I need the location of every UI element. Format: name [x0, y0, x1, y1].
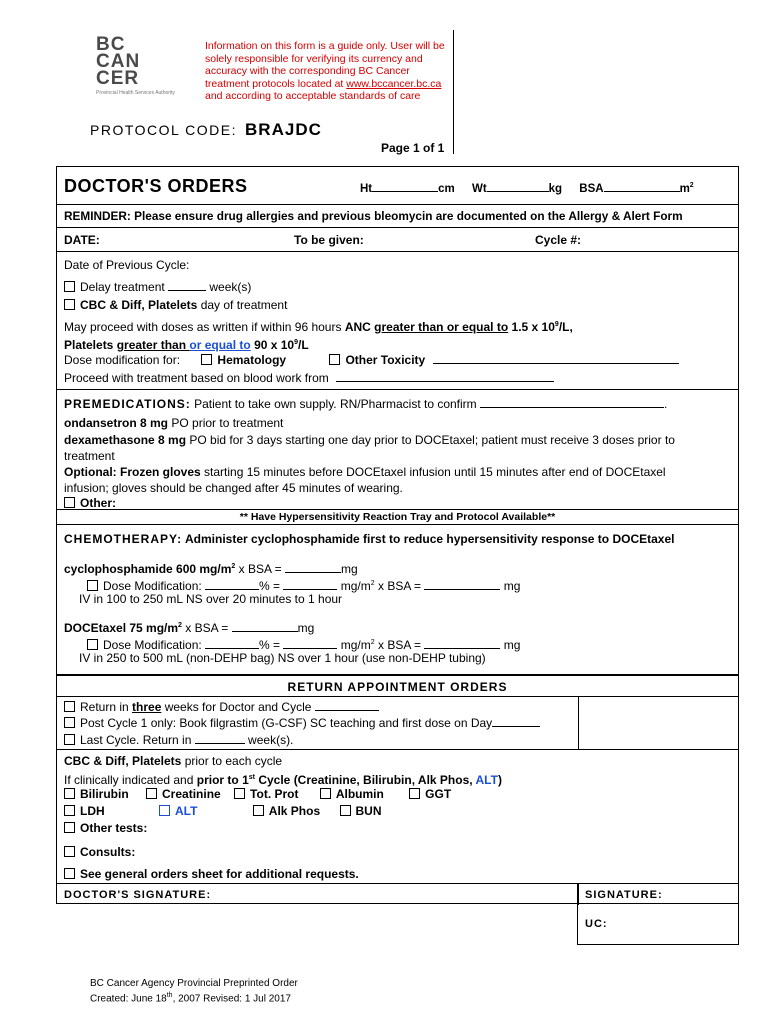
wt-label: Wt [471, 182, 487, 195]
m2-label: m [679, 182, 690, 195]
ldh-checkbox[interactable] [64, 805, 75, 816]
albumin-checkbox[interactable] [320, 788, 331, 799]
proceed-line [64, 317, 573, 335]
gloves-line-2: infusion; gloves should be changed after 45 minutes of wearing. [64, 481, 403, 495]
cbc-line [64, 298, 287, 313]
treatment-section [57, 252, 738, 390]
filgrastim-text: Post Cycle 1 only: Book filgrastim (G-CSF) SC teaching and first dose on Day [80, 716, 493, 730]
previous-cycle-label: Date of Previous Cycle: [64, 258, 190, 272]
measurements [360, 182, 694, 195]
alt-label: ALT [175, 804, 198, 818]
chemo-title-rest: Administer cyclophosphamide first to reduce hypersensitivity response to DOCEtaxel [182, 532, 675, 546]
other-tests-line [64, 821, 147, 836]
delay-weeks-field[interactable] [168, 290, 206, 291]
cyc-pct: % = [259, 579, 284, 593]
anc-gte: greater than or equal to [374, 320, 509, 334]
premed-title-line [64, 397, 667, 412]
return-line-3 [64, 733, 293, 748]
ht-label: Ht [360, 182, 373, 195]
consults-line [64, 845, 135, 860]
premed-other-label: Other: [80, 496, 116, 510]
platelets-line [64, 335, 309, 353]
tot-prot-checkbox[interactable] [234, 788, 245, 799]
premed-period: . [664, 397, 668, 411]
cyc-bsa-text: x BSA = [235, 562, 285, 576]
cyc-final-mg: mg [500, 579, 521, 593]
premedications-section [57, 390, 738, 510]
ondansetron-label: ondansetron 8 mg [64, 416, 169, 430]
chemo-title: CHEMOTHERAPY: [64, 532, 183, 546]
protocol-code-value: BRAJDC [245, 120, 322, 139]
clin-text-a: If clinically indicated and [64, 773, 197, 787]
doc-pct-field[interactable] [205, 648, 259, 649]
other-tests-label: Other tests: [80, 821, 148, 835]
creatinine-checkbox[interactable] [146, 788, 157, 799]
logo-line-1: BC [96, 34, 126, 55]
return-cycle-field[interactable] [315, 710, 379, 711]
clin-alt: ALT [475, 773, 498, 787]
logo-line-3: CER [96, 68, 140, 89]
disclaimer-link[interactable]: www.bccancer.bc.ca [346, 77, 442, 90]
premed-other-line [64, 496, 116, 511]
bsa-field[interactable] [604, 191, 680, 192]
delay-treatment-line [64, 280, 251, 295]
return-line-1 [64, 700, 379, 715]
protocol-label: PROTOCOL CODE: [90, 122, 238, 138]
bsa-label: BSA [579, 182, 604, 195]
gloves-line [64, 465, 666, 480]
cyc-xbsa: x BSA = [374, 579, 425, 593]
doc-sup: 2 [178, 622, 182, 629]
chemo-title-line [64, 532, 674, 547]
cm-label: cm [438, 182, 455, 195]
doc-mgm2-field[interactable] [283, 648, 337, 649]
clin-sup: st [248, 774, 255, 781]
lab-row-1 [64, 787, 451, 802]
m2-sup: 2 [689, 182, 694, 189]
platelets-label: Platelets [64, 338, 117, 352]
premed-title: PREMEDICATIONS: [64, 397, 191, 411]
ldh-label: LDH [80, 804, 105, 818]
doctor-signature-label: DOCTOR'S SIGNATURE: [64, 889, 212, 901]
consults-checkbox[interactable] [64, 846, 75, 857]
doc-bsa-text: x BSA = [181, 621, 232, 635]
return-three-weeks-checkbox[interactable] [64, 701, 75, 712]
doc-dose-mod-checkbox[interactable] [87, 639, 98, 650]
bun-checkbox[interactable] [340, 805, 351, 816]
doc-final-field[interactable] [424, 648, 500, 649]
delay-checkbox[interactable] [64, 281, 75, 292]
footer-revised: , 2007 Revised: 1 Jul 2017 [172, 993, 291, 1005]
cyc-mgm2-field[interactable] [283, 589, 337, 590]
cbc-each-cycle-text: prior to each cycle [181, 754, 283, 768]
see-general-line [64, 867, 359, 882]
cbc-each-cycle-label: CBC & Diff, Platelets [64, 754, 182, 768]
bloodwork-date-field[interactable] [336, 381, 554, 382]
footer-line-1: BC Cancer Agency Provincial Preprinted Order [90, 978, 298, 989]
consults-label: Consults: [80, 845, 136, 859]
return-title-row [57, 675, 738, 697]
last-cycle-text-2: week(s). [244, 733, 294, 747]
doc-iv-line: IV in 250 to 500 mL (non-DEHP bag) NS over 1 hour (use non-DEHP tubing) [79, 651, 486, 665]
bun-label: BUN [355, 804, 382, 818]
doc-mg: mg [297, 621, 315, 635]
cyc-dose-mod-checkbox[interactable] [87, 580, 98, 591]
last-cycle-checkbox[interactable] [64, 734, 75, 745]
return-text-a: Return in [80, 700, 133, 714]
cyc-sup: 2 [231, 563, 236, 570]
doc-pct: % = [259, 638, 284, 652]
clin-text-c: Cycle (Creatinine, Bilirubin, Alk Phos, [255, 773, 476, 787]
creatinine-label: Creatinine [162, 787, 221, 801]
clin-text-b: prior to 1 [196, 773, 249, 787]
doc-final-mg: mg [500, 638, 521, 652]
delay-text-2: week(s) [206, 280, 252, 294]
lab-tests-section [57, 750, 738, 884]
footer-sup: th [166, 992, 173, 999]
bc-cancer-logo [96, 36, 196, 96]
wt-field[interactable] [487, 191, 549, 192]
page-number: Page 1 of 1 [381, 141, 445, 155]
anc-unit: /L, [558, 320, 573, 334]
see-general-label: See general orders sheet for additional requests. [80, 867, 359, 881]
return-three: three [132, 700, 162, 714]
cbc-text: CBC & Diff, Platelets [80, 298, 198, 312]
docetaxel-label: DOCEtaxel 75 mg/m [64, 621, 179, 635]
return-line-2 [64, 716, 540, 731]
hematology-checkbox[interactable] [201, 354, 212, 365]
to-be-given-label: To be given: [294, 233, 364, 247]
proceed-bloodwork-label: Proceed with treatment based on blood work from [64, 371, 329, 385]
cbc-checkbox[interactable] [64, 299, 75, 310]
anc-value: 1.5 x 10 [508, 320, 555, 334]
cyc-mgm2-sup: 2 [370, 580, 375, 587]
rn-confirm-field[interactable] [480, 407, 664, 408]
footer-created: Created: June 18 [90, 993, 167, 1005]
cyc-mg: mg [341, 562, 358, 576]
delay-text: Delay treatment [80, 280, 169, 294]
cyc-dose-field[interactable] [285, 572, 341, 573]
premed-title-rest: Patient to take own supply. RN/Pharmacist to confirm [190, 397, 481, 411]
doc-dose-field[interactable] [232, 631, 298, 632]
chemotherapy-section [57, 525, 738, 675]
dexamethasone-text: PO bid for 3 days starting one day prior to DOCEtaxel; patient must receive 3 doses prior to [186, 433, 675, 447]
anc-label: ANC [344, 320, 375, 334]
form-header-row [57, 167, 738, 205]
return-text-c: weeks for Doctor and Cycle [161, 700, 315, 714]
ondansetron-line [64, 416, 283, 431]
bilirubin-label: Bilirubin [80, 787, 129, 801]
last-cycle-text: Last Cycle. Return in [80, 733, 195, 747]
platelets-sup: 9 [294, 339, 299, 346]
protocol-code [90, 120, 322, 140]
premed-other-checkbox[interactable] [64, 497, 75, 508]
filgrastim-day-field[interactable] [492, 726, 540, 727]
gloves-label: Optional: Frozen gloves [64, 465, 201, 479]
cbc-rest: day of treatment [197, 298, 288, 312]
dexamethasone-line [64, 433, 675, 448]
docetaxel-line [64, 618, 314, 636]
cyclophosphamide-label: cyclophosphamide 600 mg/m [64, 562, 232, 576]
disclaimer-text-2: and according to acceptable standards of care [205, 90, 421, 102]
proceed-text: May proceed with doses as written if within 96 hours [64, 320, 345, 334]
cbc-each-cycle-line [64, 754, 282, 769]
footer [90, 978, 298, 1005]
filgrastim-checkbox[interactable] [64, 717, 75, 728]
reminder-row [57, 205, 738, 228]
albumin-label: Albumin [335, 787, 384, 801]
alk-phos-label: Alk Phos [268, 804, 321, 818]
doc-mgm2-sup: 2 [370, 639, 375, 646]
platelets-or-eq: or equal to [189, 338, 251, 352]
doctors-orders-form [56, 166, 739, 904]
reminder-text: REMINDER: Please ensure drug allergies and previous bleomycin are documented on the Allergy & Alert Form [64, 209, 683, 223]
ht-field[interactable] [372, 191, 438, 192]
form-title: DOCTOR'S ORDERS [64, 176, 248, 196]
return-orders-section [57, 697, 738, 750]
other-tests-checkbox[interactable] [64, 822, 75, 833]
ggt-checkbox[interactable] [409, 788, 420, 799]
alk-phos-checkbox[interactable] [253, 805, 264, 816]
kg-label: kg [548, 182, 563, 195]
doc-dose-mod-label: Dose Modification: [103, 638, 206, 652]
cyc-dose-mod-label: Dose Modification: [103, 579, 206, 593]
platelets-gt: greater than [116, 338, 190, 352]
cyc-pct-field[interactable] [205, 589, 259, 590]
tot-prot-label: Tot. Prot [250, 787, 299, 801]
ggt-label: GGT [425, 787, 452, 801]
hsr-notice: ** Have Hypersensitivity Reaction Tray and Protocol Available** [239, 511, 556, 523]
ondansetron-text: PO prior to treatment [168, 416, 284, 430]
alt-checkbox[interactable] [159, 805, 170, 816]
header-divider [453, 30, 454, 154]
gloves-text: starting 15 minutes before DOCEtaxel infusion until 15 minutes after end of DOCEtaxel [200, 465, 666, 479]
cyc-final-field[interactable] [424, 589, 500, 590]
clinically-indicated-line [64, 770, 502, 788]
anc-sup: 9 [554, 321, 559, 328]
dexamethasone-label: dexamethasone 8 mg [64, 433, 187, 447]
clin-text-d: ) [497, 773, 502, 787]
cyc-iv-line: IV in 100 to 250 mL NS over 20 minutes to 1 hour [79, 592, 343, 606]
doc-mgm2: mg/m [337, 638, 371, 652]
disclaimer-text: Information on this form is a guide only. User will be solely responsible for verifying its currency and accuracy with the corresponding BC Cancer treatment protocols located at [205, 40, 445, 90]
date-row [57, 228, 738, 252]
other-toxicity-field[interactable] [433, 363, 679, 364]
cycle-label: Cycle #: [535, 233, 582, 247]
platelets-unit: /L [298, 338, 309, 352]
uc-label: UC: [585, 918, 608, 930]
footer-line-2 [90, 990, 298, 1005]
return-column-divider [578, 697, 579, 750]
other-toxicity-label: Other Toxicity [345, 353, 426, 367]
lab-row-2 [64, 804, 382, 819]
dexamethasone-line-2: treatment [64, 449, 115, 463]
logo-line-2: CAN [96, 51, 141, 72]
dose-mod-label: Dose modification for: [64, 353, 181, 367]
cyc-mgm2: mg/m [337, 579, 371, 593]
hsr-row [57, 510, 738, 525]
dose-mod-line [64, 353, 679, 368]
signature-label: SIGNATURE: [585, 889, 663, 901]
return-title: RETURN APPOINTMENT ORDERS [287, 680, 508, 694]
logo-subtitle: Provincial Health Services Authority [96, 90, 175, 96]
hematology-label: Hematology [217, 353, 287, 367]
signature-box [577, 883, 739, 945]
last-cycle-weeks-field[interactable] [195, 743, 245, 744]
other-toxicity-checkbox[interactable] [329, 354, 340, 365]
cyclophosphamide-line [64, 559, 358, 577]
platelets-value: 90 x 10 [250, 338, 295, 352]
bilirubin-checkbox[interactable] [64, 788, 75, 799]
see-general-checkbox[interactable] [64, 868, 75, 879]
date-label: DATE: [64, 233, 100, 247]
proceed-bloodwork-line [64, 371, 554, 386]
doc-xbsa: x BSA = [374, 638, 425, 652]
disclaimer [205, 40, 450, 103]
